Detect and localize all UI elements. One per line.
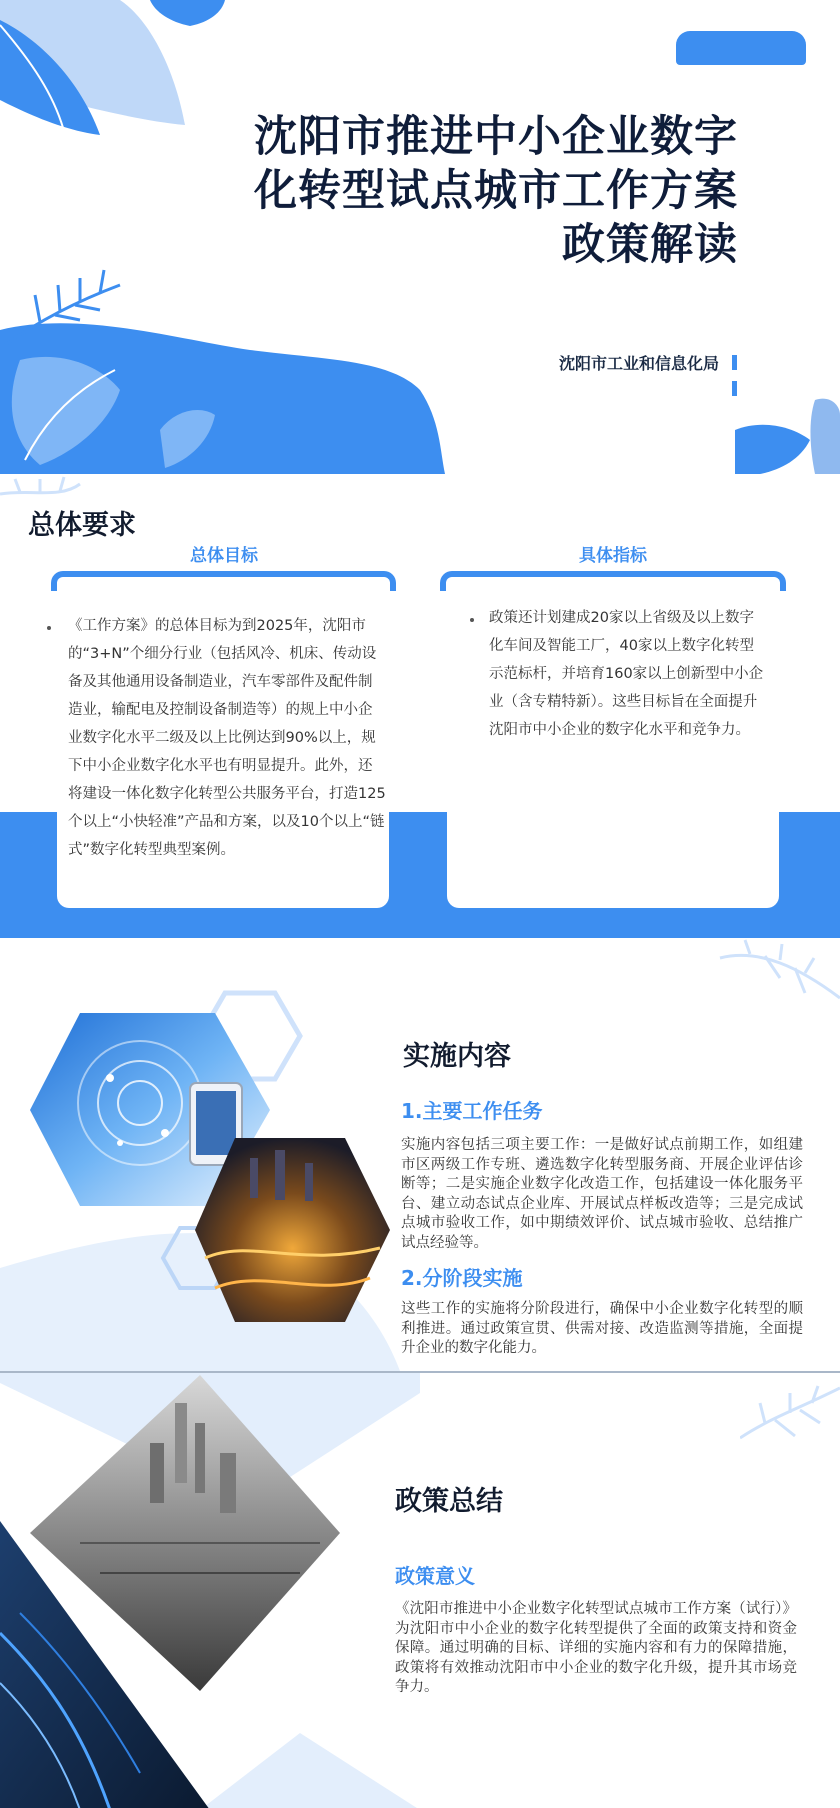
tasks-text: 实施内容包括三项主要工作：一是做好试点前期工作，如组建市区两级工作专班、遴选数字化转型服务商、开展企业评估诊断等；二是实施企业数字化改造工作，包括建设一体化服务平台、建立动态试点企业库、开展试点样板改造等；三是完成试点城市验收工作，如中期绩效评价、试点城市验收、总结推广试点经验等。 — [401, 1137, 803, 1251]
goal-bracket — [51, 571, 396, 591]
accent-bar — [732, 381, 737, 396]
section-heading: 总体要求 — [28, 510, 136, 541]
indicators-text: 政策还计划建成20家以上省级及以上数字化车间及智能工厂，40家以上数字化转型示范标杆，并培育160家以上创新型中小企业（含专精特新）。这些目标旨在全面提升沈阳市中小企业的数字化水平和竞争力。 — [489, 610, 764, 738]
leaf-decoration — [740, 1378, 840, 1458]
phases-title: 2.分阶段实施 — [401, 1266, 523, 1290]
organization-name: 沈阳市工业和信息化局 — [558, 354, 719, 373]
indicators-bracket — [440, 571, 786, 591]
diamond-photo — [0, 1373, 420, 1808]
bullet-icon — [470, 618, 474, 622]
title-line: 政策解读 — [562, 220, 738, 270]
goal-text: 《工作方案》的总体目标为到2025年，沈阳市的“3+N”个细分行业（包括风冷、机床、传动设备及其他通用设备制造业，汽车零部件及配件制造业，输配电及控制设备制造等）的规上中小企业数字化水平二级及以上比例达到90%以上，规下中小企业数字化水平也有明显提升。此外，还将建设一体化数字化转型公共服务平台，打造125个以上“小快轻准”产品和方案，以及10个以上“链式”数字化转型典型案例。 — [68, 618, 386, 858]
implementation-section — [0, 938, 840, 1371]
accent-bar — [732, 355, 737, 370]
page-title — [254, 110, 738, 272]
section-heading: 政策总结 — [395, 1486, 503, 1517]
cover-section — [0, 0, 840, 474]
significance-text: 《沈阳市推进中小企业数字化转型试点城市工作方案（试行）》为沈阳市中小企业的数字化转型提供了全面的政策支持和资金保障。通过明确的目标、详细的实施内容和有力的保障措施，政策将有效推动沈阳市中小企业的数字化升级，提升其市场竞争力。 — [395, 1601, 797, 1695]
summary-section — [0, 1371, 840, 1808]
hexagon-photo — [0, 938, 400, 1371]
bullet-icon — [47, 626, 51, 630]
phases-text: 这些工作的实施将分阶段进行，确保中小企业数字化转型的顺利推进。通过政策宣贯、供需对接、改造监测等措施，全面提升企业的数字化能力。 — [401, 1301, 803, 1356]
cover-tab-decoration — [676, 31, 806, 65]
title-line: 化转型试点城市工作方案 — [254, 166, 738, 216]
tasks-title: 1.主要工作任务 — [401, 1099, 543, 1123]
goal-title: 总体目标 — [190, 546, 258, 566]
leaf-decoration — [710, 938, 840, 1018]
indicators-title: 具体指标 — [579, 546, 647, 566]
section-heading: 实施内容 — [403, 1041, 511, 1072]
requirements-section — [0, 474, 840, 938]
title-line: 沈阳市推进中小企业数字 — [254, 112, 738, 162]
significance-title: 政策意义 — [395, 1564, 475, 1588]
